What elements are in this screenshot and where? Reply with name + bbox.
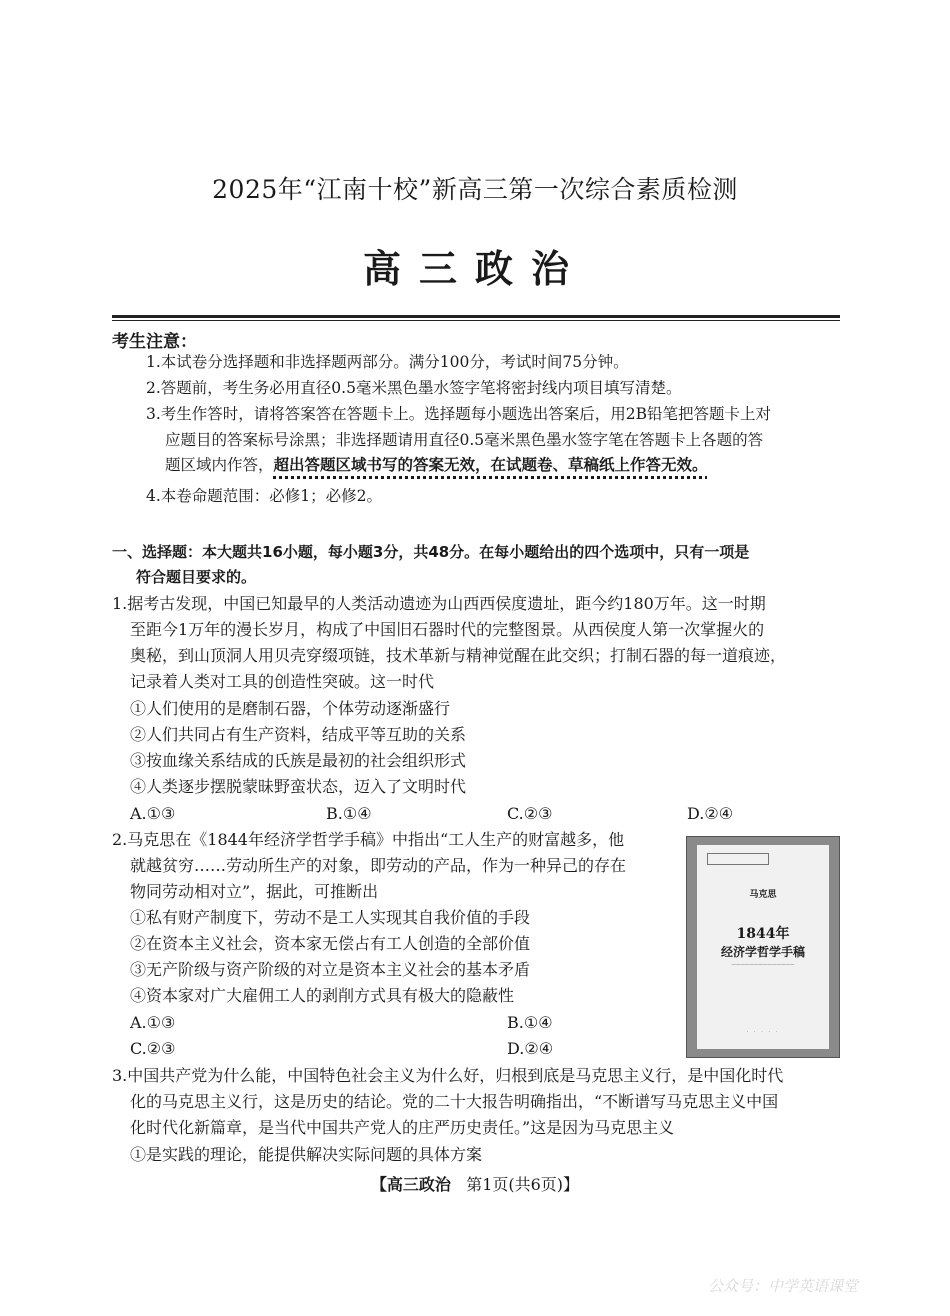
notice-item-3-line-2: 应题目的答案标号涂黑；非选择题请用直径0.5毫米黑色墨水签字笔在答题卡上各题的答 bbox=[165, 431, 764, 449]
q3-stem-line-1: 3.中国共产党为什么能，中国特色社会主义为什么好，归根到底是马克思主义行，是中国化时代 bbox=[112, 1066, 784, 1085]
q2-stem-line-2: 就越贫穷……劳动所生产的对象，即劳动的产品，作为一种异己的存在 bbox=[130, 856, 627, 875]
notice-item-4: 4.本卷命题范围：必修1；必修2。 bbox=[146, 487, 383, 505]
q3-statement-1: ①是实践的理论，能提供解决实际问题的具体方案 bbox=[130, 1145, 483, 1164]
q1-statement-3: ③按血缘关系结成的氏族是最初的社会组织形式 bbox=[130, 751, 467, 770]
q1-statement-1: ①人们使用的是磨制石器，个体劳动逐渐盛行 bbox=[130, 699, 451, 718]
footer-subject: 【高三政治 bbox=[370, 1175, 451, 1194]
header-rule-thin bbox=[112, 320, 840, 321]
notice-item-3-prefix: 题区域内作答， bbox=[165, 456, 274, 474]
book-year: 1844年 bbox=[736, 926, 790, 942]
book-cover-page bbox=[697, 845, 829, 1049]
section-heading-line-2: 符合题目要求的。 bbox=[136, 568, 257, 586]
q2-option-c: C.②③ bbox=[130, 1039, 176, 1058]
book-title: 经济学哲学手稿 bbox=[720, 945, 805, 959]
q2-option-b: B.①④ bbox=[507, 1013, 553, 1032]
q1-option-a: A.①③ bbox=[130, 804, 176, 823]
q2-stem-line-3: 物同劳动相对立”，据此，可推断出 bbox=[130, 882, 379, 901]
footer-page: 第1页(共6页)】 bbox=[466, 1175, 580, 1194]
watermark: 公众号：中学英语课堂 bbox=[708, 1277, 859, 1295]
section-heading-line-1: 一、选择题：本大题共16小题，每小题3分，共48分。在每小题给出的四个选项中，只有一项是 bbox=[112, 543, 750, 561]
q1-option-b: B.①④ bbox=[326, 804, 372, 823]
q1-statement-4: ④人类逐步摆脱蒙昧野蛮状态，迈入了文明时代 bbox=[130, 777, 467, 796]
q2-statement-2: ②在资本主义社会，资本家无偿占有工人创造的全部价值 bbox=[130, 934, 531, 953]
book-subtitle-mark: —————————————— bbox=[731, 963, 795, 968]
q2-option-a: A.①③ bbox=[130, 1013, 176, 1032]
notice-item-1: 1.本试卷分选择题和非选择题两部分。满分100分，考试时间75分钟。 bbox=[146, 353, 629, 371]
q2-statement-1: ①私有财产制度下，劳动不是工人实现其自我价值的手段 bbox=[130, 908, 531, 927]
notice-heading: 考生注意： bbox=[112, 332, 197, 352]
q1-statement-2: ②人们共同占有生产资料，结成平等互助的关系 bbox=[130, 725, 467, 744]
q1-stem-line-3: 奥秘，到山顶洞人用贝壳穿缀项链，技术革新与精神觉醒在此交织；打制石器的每一道痕迹， bbox=[130, 646, 787, 665]
q1-stem-line-4: 记录着人类对工具的创造性突破。这一时代 bbox=[130, 672, 435, 691]
page-footer bbox=[0, 1172, 950, 1195]
q1-option-c: C.②③ bbox=[507, 804, 553, 823]
book-author: 马克思 bbox=[749, 890, 777, 900]
header-rule-thick bbox=[112, 315, 840, 318]
q2-stem-line-1: 2.马克思在《1844年经济学哲学手稿》中指出“工人生产的财富越多，他 bbox=[112, 830, 625, 849]
exam-title: 2025年“江南十校”新高三第一次综合素质检测 bbox=[212, 175, 738, 204]
q3-stem-line-2: 化的马克思主义行，这是历史的结论。党的二十大报告明确指出，“不断谱写马克思主义中国 bbox=[130, 1092, 779, 1111]
q1-stem-line-2: 至距今1万年的漫长岁月，构成了中国旧石器时代的完整图景。从西侯度人第一次掌握火的 bbox=[130, 620, 765, 639]
q2-statement-3: ③无产阶级与资产阶级的对立是资本主义社会的基本矛盾 bbox=[130, 960, 531, 979]
notice-item-3-line-3 bbox=[165, 455, 708, 475]
q1-option-d: D.②④ bbox=[687, 804, 734, 823]
book-cover-image bbox=[686, 836, 840, 1058]
q2-statement-4: ④资本家对广大雇佣工人的剥削方式具有极大的隐蔽性 bbox=[130, 986, 515, 1005]
q3-stem-line-3: 化时代化新篇章，是当代中国共产党人的庄严历史责任。”这是因为马克思主义 bbox=[130, 1118, 675, 1137]
notice-emphasis: 超出答题区域书写的答案无效，在试题卷、草稿纸上作答无效。 bbox=[273, 456, 708, 474]
book-publisher-mark: · · · · · bbox=[746, 1029, 780, 1035]
book-series-band bbox=[707, 853, 769, 865]
q1-stem-line-1: 1.据考古发现，中国已知最早的人类活动遗迹为山西西侯度遗址，距今约180万年。这一时期 bbox=[112, 594, 766, 613]
subject-title: 高三政治 bbox=[362, 246, 587, 291]
notice-item-2: 2.答题前，考生务必用直径0.5毫米黑色墨水签字笔将密封线内项目填写清楚。 bbox=[146, 379, 682, 397]
q2-option-d: D.②④ bbox=[507, 1039, 554, 1058]
notice-item-3-line-1: 3.考生作答时，请将答案答在答题卡上。选择题每小题选出答案后，用2B铅笔把答题卡上对 bbox=[146, 405, 772, 423]
